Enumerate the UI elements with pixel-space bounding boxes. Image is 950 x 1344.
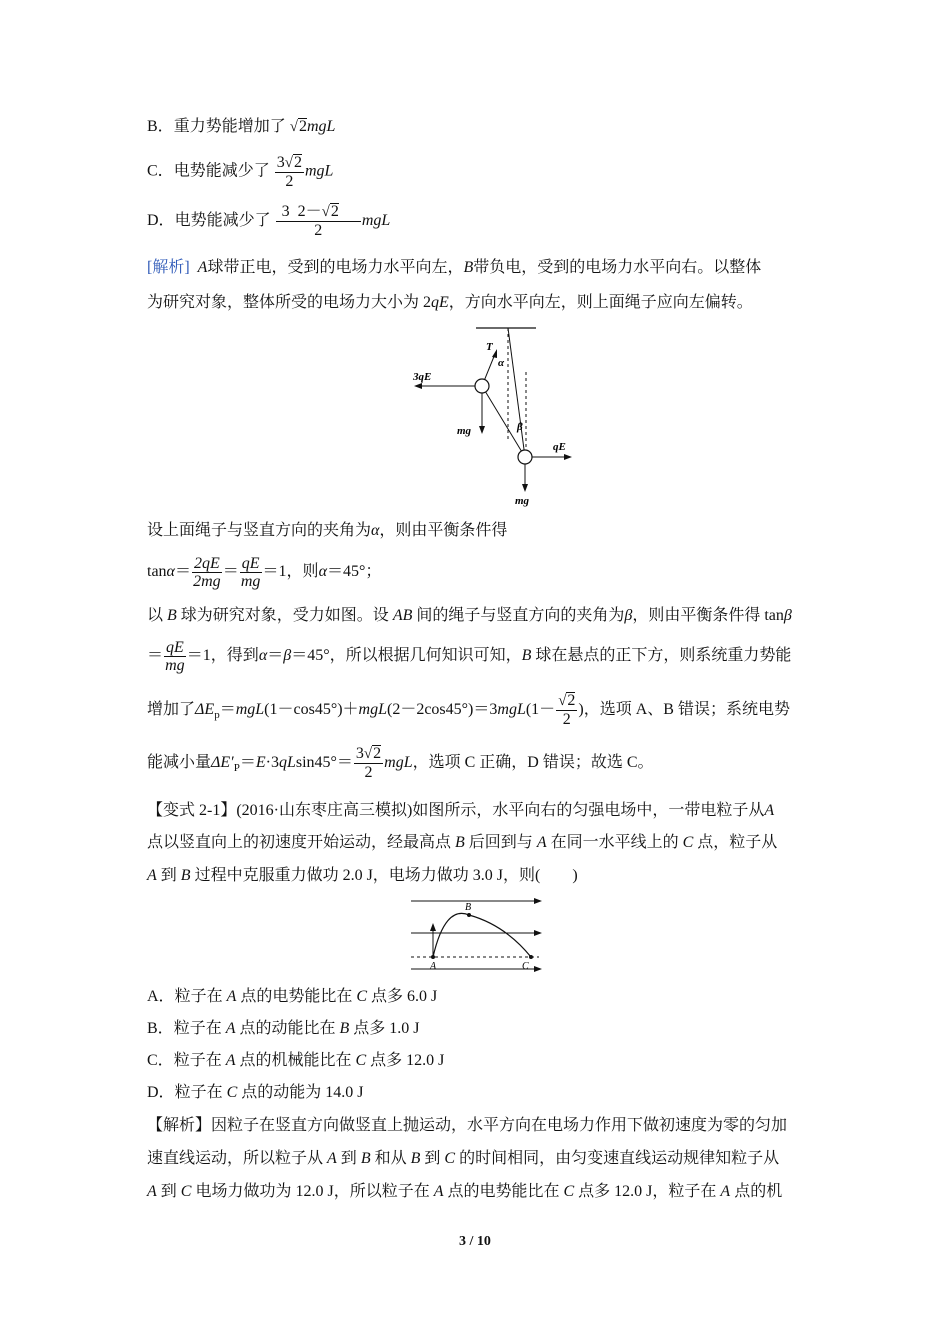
choice-d: D．粒子在 C 点的动能为 14.0 J — [147, 1084, 364, 1101]
label-qE: qE — [553, 441, 566, 453]
analysis2-line-1: 【解析】因粒子在竖直方向做竖直上抛运动，水平方向在电场力作用下做初速度为零的匀加 — [147, 1117, 788, 1134]
label-T: T — [486, 341, 493, 353]
text-angle-alpha: 设上面绳子与竖直方向的夹角为α，则由平衡条件得 — [147, 522, 508, 539]
equation-tan-alpha: tanα＝ $\frac{2qE}{2mg}$ ＝ $\frac{qE}{mg}$ ＝1，则α＝45°； — [147, 554, 382, 590]
analysis-line-1: [解析] A球带正电，受到的电场力水平向左，B带负电，受到的电场力水平向右。以整体 — [147, 259, 762, 276]
variant-line-2: 点以竖直向上的初速度开始运动，经最高点 B 后回到与 A 在同一水平线上的 C 点，粒子从 — [147, 834, 778, 851]
label-3qE: 3qE — [413, 371, 432, 383]
point-A: A — [430, 961, 437, 972]
trajectory-diagram — [405, 895, 545, 975]
label-mg-bottom: mg — [515, 495, 530, 507]
label-mg-top: mg — [457, 425, 472, 437]
label-alpha: α — [498, 357, 505, 369]
text-electric-energy: 能减小量$\Delta E'_P=E\cdot 3qLsin45^\circ=$ $\frac{3√2}{2}$ mgL，选项 C 正确，D 错误；故选 C。 — [147, 745, 654, 782]
choice-c: C．粒子在 A 点的机械能比在 C 点多 12.0 J — [147, 1052, 445, 1069]
page-number: 3 / 10 — [459, 1234, 491, 1249]
variant-line-3: A 到 B 过程中克服重力做功 2.0 J，电场力做功 3.0 J，则( ) — [147, 867, 578, 884]
option-c: C．电势能减少了 $\frac{3√2}{2}$ mgL — [147, 154, 334, 190]
option-d: D．电势能减少了 $\frac{3 2-√2}{2}$ mgL — [147, 203, 391, 240]
option-b: B．重力势能增加了 √2mgL — [147, 118, 336, 135]
text-gravity-energy: 增加了$\Delta E_p=mgL(1-\cos 45^\circ)+mgL(2-2\cos 45^\circ)=3mgL(1-$ $\frac{√2}{2}$ )，选项 A、B 错误；系统电势 — [147, 692, 790, 729]
variant-line-1: 【变式 2-1】(2016·山东枣庄高三模拟)如图所示，水平向右的匀强电场中，一带电粒子从A — [147, 802, 775, 819]
text-beta-result: ＝ $\frac{qE}{mg}$ ＝1，得到α＝β＝45°，所以根据几何知识可知，B 球在悬点的正下方，则系统重力势能 — [147, 638, 792, 674]
analysis-line-2: 为研究对象，整体所受的电场力大小为 2qE，方向水平向左，则上面绳子应向左偏转。 — [147, 294, 753, 311]
point-C: C — [522, 961, 529, 972]
force-diagram — [400, 322, 590, 510]
label-beta: β — [517, 421, 523, 433]
choice-a: A．粒子在 A 点的电势能比在 C 点多 6.0 J — [147, 988, 438, 1005]
point-B: B — [465, 902, 472, 913]
choice-b: B．粒子在 A 点的动能比在 B 点多 1.0 J — [147, 1020, 420, 1037]
text-ball-b: 以 B 球为研究对象，受力如图。设 AB 间的绳子与竖直方向的夹角为β，则由平衡条件得 tanβ — [147, 607, 792, 624]
analysis2-line-3: A 到 C 电场力做功为 12.0 J，所以粒子在 A 点的电势能比在 C 点多 12.0 J，粒子在 A 点的机 — [147, 1183, 783, 1200]
analysis2-line-2: 速直线运动，所以粒子从 A 到 B 和从 B 到 C 的时间相同，由匀变速直线运动规律知粒子从 — [147, 1150, 780, 1167]
